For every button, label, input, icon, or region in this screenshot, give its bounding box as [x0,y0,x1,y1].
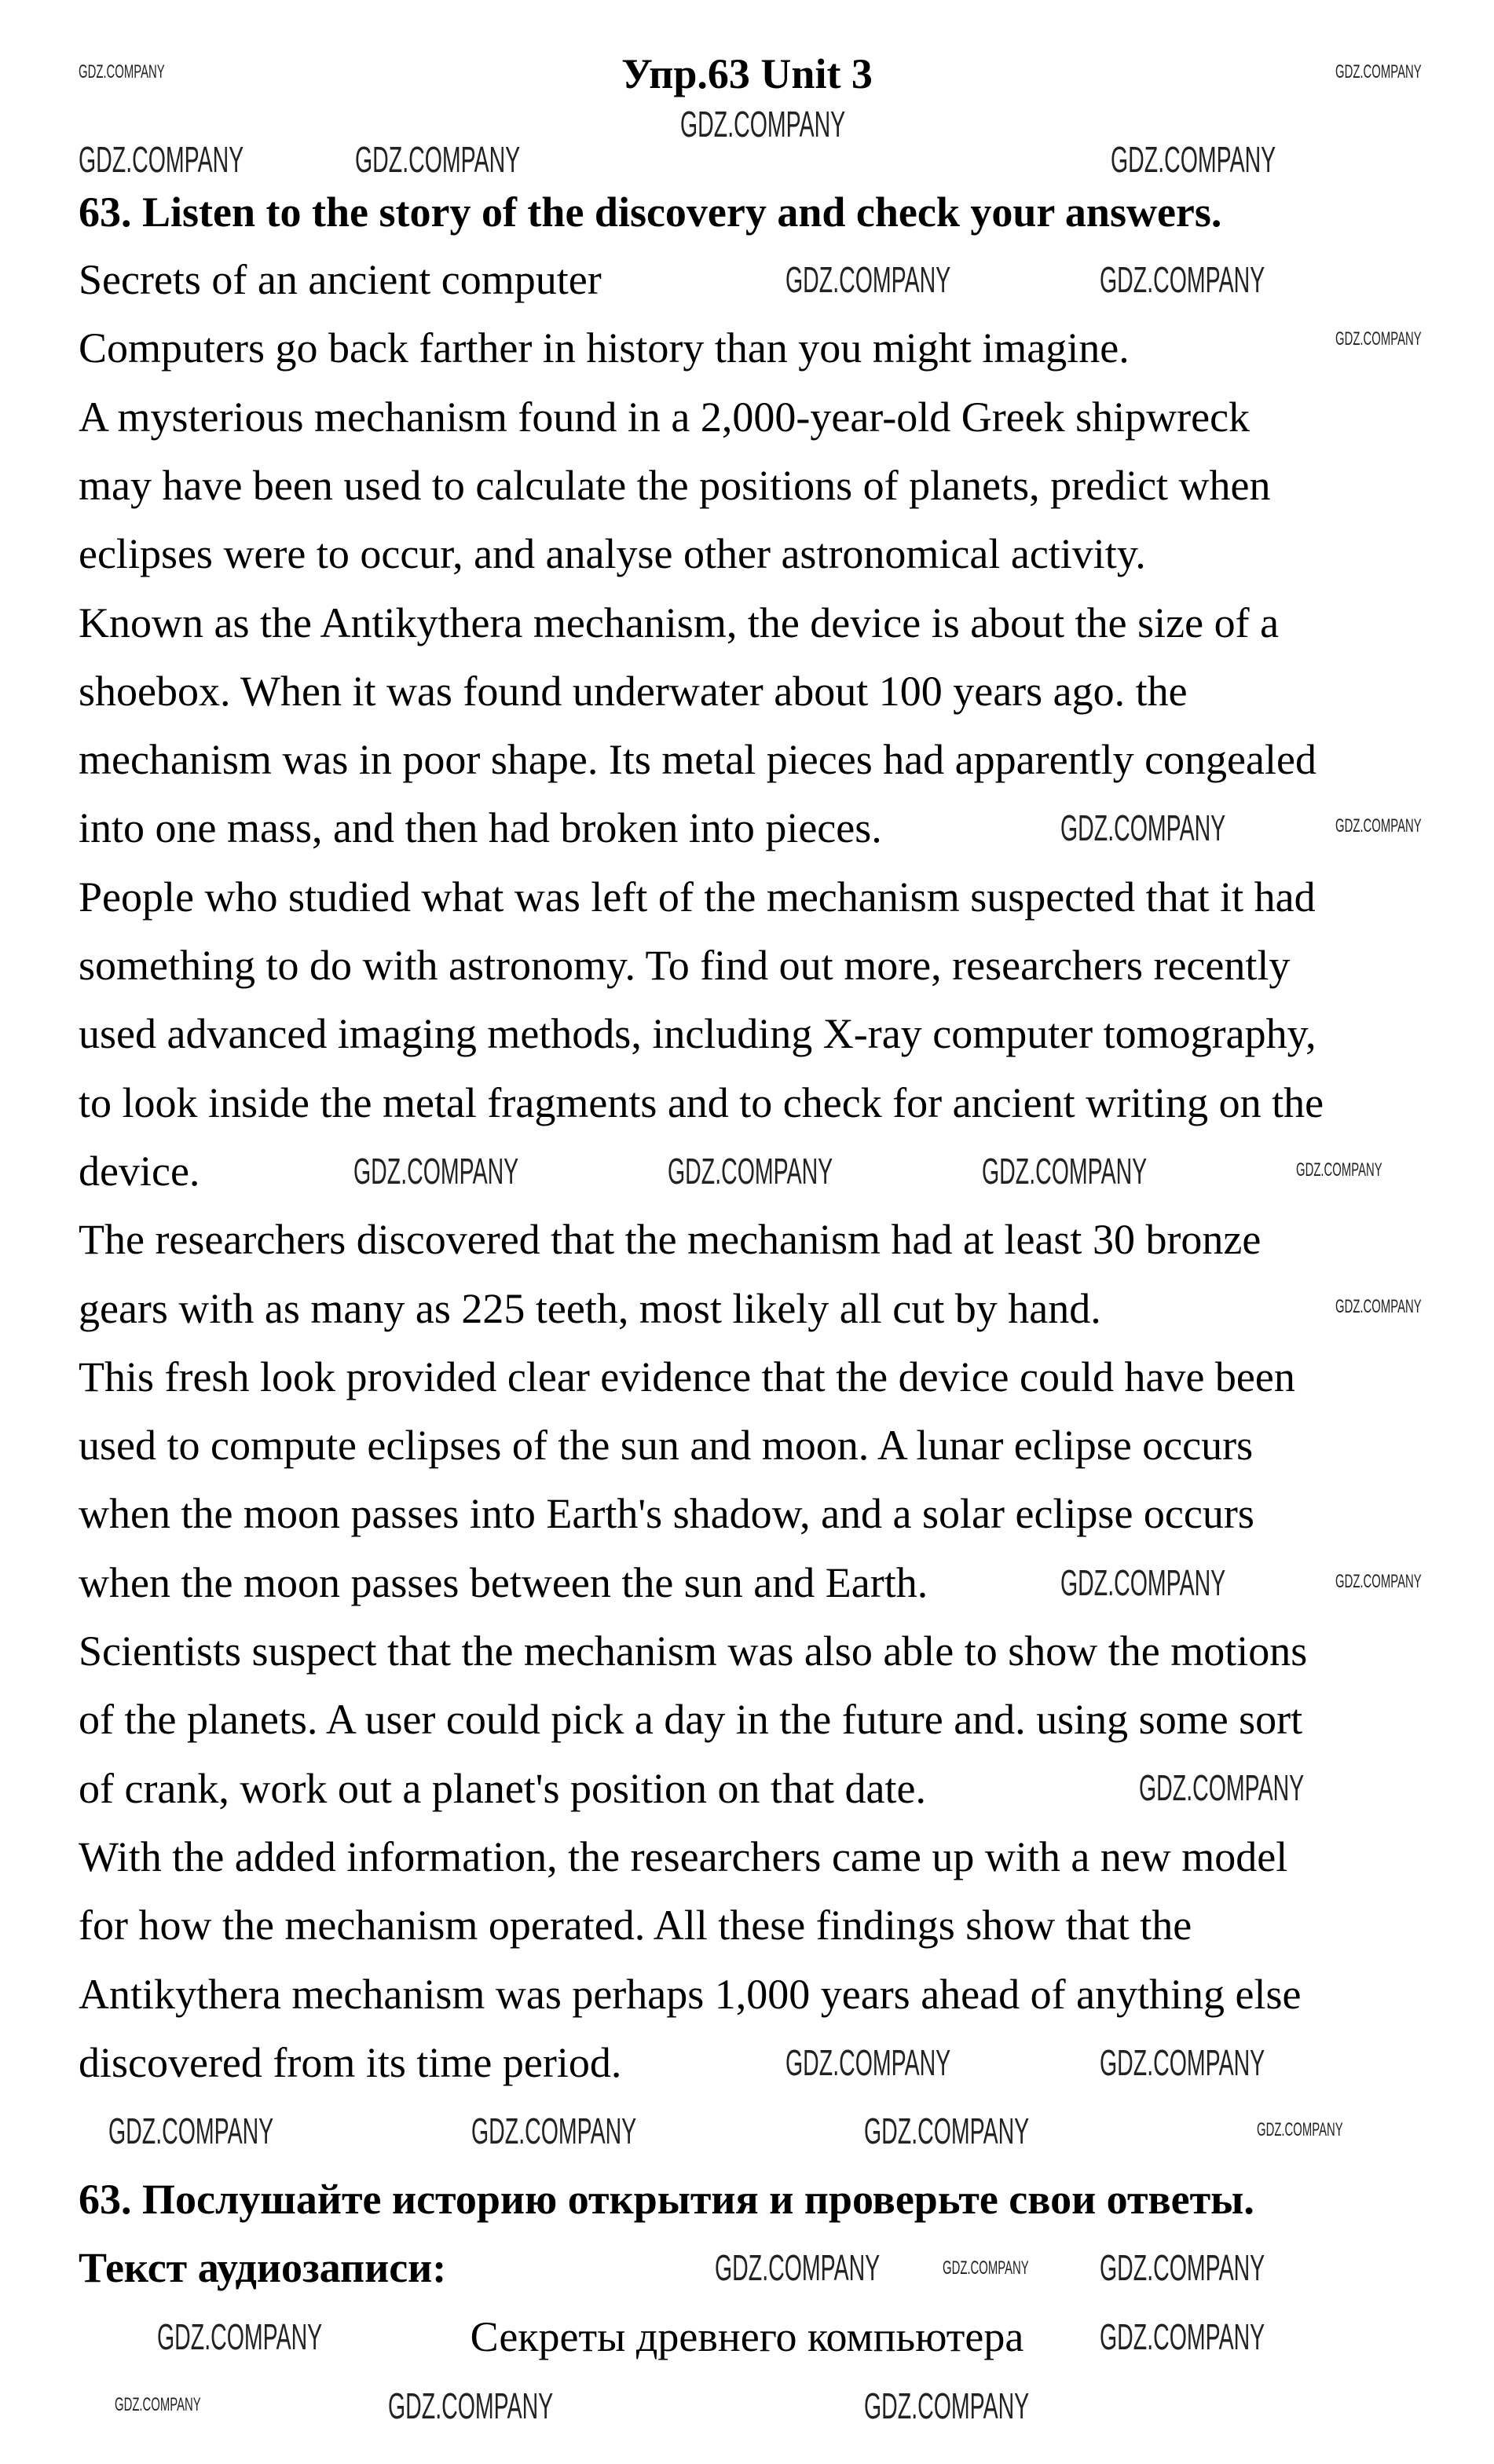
watermark: GDZ.COMPANY [785,259,951,300]
watermark: GDZ.COMPANY [1335,1571,1422,1592]
story-line: shoebox. When it was found underwater about 100 years ago. the [79,667,1188,715]
watermark: GDZ.COMPANY [157,2316,323,2357]
watermark: GDZ.COMPANY [471,2111,637,2151]
watermark: GDZ.COMPANY [388,2385,554,2426]
watermark: GDZ.COMPANY [1139,1767,1305,1808]
story-line: The researchers discovered that the mechanism had at least 30 bronze [79,1216,1261,1264]
watermark: GDZ.COMPANY [108,2111,274,2151]
watermark: GDZ.COMPANY [1060,1562,1226,1603]
watermark: GDZ.COMPANY [1296,1159,1382,1181]
story-line: gears with as many as 225 teeth, most likely all cut by hand. [79,1284,1101,1332]
story-line: of crank, work out a planet's position on that date. [79,1764,926,1812]
task-heading-ru: 63. Послушайте историю открытия и проверьте свои ответы. [79,2176,1254,2223]
page-title: Упр.63 Unit 3 [621,50,873,97]
story-line: of the planets. A user could pick a day in the future and. using some sort [79,1696,1303,1744]
story-line: discovered from its time period. [79,2038,622,2086]
watermark: GDZ.COMPANY [864,2111,1030,2151]
story-line: used to compute eclipses of the sun and moon. A lunar eclipse occurs [79,1422,1254,1470]
watermark: GDZ.COMPANY [668,1151,833,1192]
story-line: With the added information, the researchers came up with a new model [79,1832,1288,1880]
story-line: when the moon passes into Earth's shadow, and a solar eclipse occurs [79,1490,1254,1538]
watermark: GDZ.COMPANY [1100,259,1265,300]
transcript-title: Секреты древнего компьютера [470,2313,1024,2360]
watermark: GDZ.COMPANY [785,2042,951,2083]
watermark: GDZ.COMPANY [79,61,165,82]
story-line: for how the mechanism operated. All these findings show that the [79,1902,1192,1950]
story-line: may have been used to calculate the positions of planets, predict when [79,461,1271,509]
story-line: device. [79,1147,200,1195]
watermark: GDZ.COMPANY [115,2394,201,2415]
watermark: GDZ.COMPANY [355,139,521,180]
watermark: GDZ.COMPANY [715,2247,881,2288]
transcript-label: Текст аудиозаписи: [79,2244,447,2291]
story-line: A mysterious mechanism found in a 2,000-year-old Greek shipwreck [79,393,1250,441]
story-line: People who studied what was left of the mechanism suspected that it had [79,873,1316,921]
story-line: when the moon passes between the sun and Earth. [79,1558,928,1606]
watermark: GDZ.COMPANY [680,104,846,145]
watermark: GDZ.COMPANY [943,2257,1029,2279]
watermark: GDZ.COMPANY [1257,2119,1343,2140]
story-line: used advanced imaging methods, including X-ray computer tomography, [79,1010,1316,1058]
story-line: to look inside the metal fragments and to check for ancient writing on the [79,1078,1324,1126]
task-heading-en: 63. Listen to the story of the discovery and check your answers. [79,189,1222,236]
watermark: GDZ.COMPANY [1100,2247,1265,2288]
watermark: GDZ.COMPANY [79,139,244,180]
story-line: Scientists suspect that the mechanism was also able to show the motions [79,1627,1308,1675]
watermark: GDZ.COMPANY [982,1151,1148,1192]
watermark: GDZ.COMPANY [1335,328,1422,350]
story-line: into one mass, and then had broken into pieces. [79,804,882,852]
story-line: Secrets of an ancient computer [79,256,602,303]
story-line: This fresh look provided clear evidence that the device could have been [79,1353,1295,1400]
story-line: Computers go back farther in history than you might imagine. [79,324,1130,372]
watermark: GDZ.COMPANY [1335,61,1422,82]
watermark: GDZ.COMPANY [353,1151,519,1192]
story-line: eclipses were to occur, and analyse other astronomical activity. [79,530,1146,578]
watermark: GDZ.COMPANY [1060,807,1226,848]
story-line: Antikythera mechanism was perhaps 1,000 years ahead of anything else [79,1970,1302,2018]
watermark: GDZ.COMPANY [1100,2316,1265,2357]
watermark: GDZ.COMPANY [864,2385,1030,2426]
story-line: mechanism was in poor shape. Its metal pieces had apparently congealed [79,736,1316,784]
watermark: GDZ.COMPANY [1335,1296,1422,1317]
story-line: something to do with astronomy. To find out more, researchers recently [79,942,1291,989]
story-line: Known as the Antikythera mechanism, the device is about the size of a [79,599,1280,646]
watermark: GDZ.COMPANY [1111,139,1276,180]
watermark: GDZ.COMPANY [1335,815,1422,837]
watermark: GDZ.COMPANY [1100,2042,1265,2083]
